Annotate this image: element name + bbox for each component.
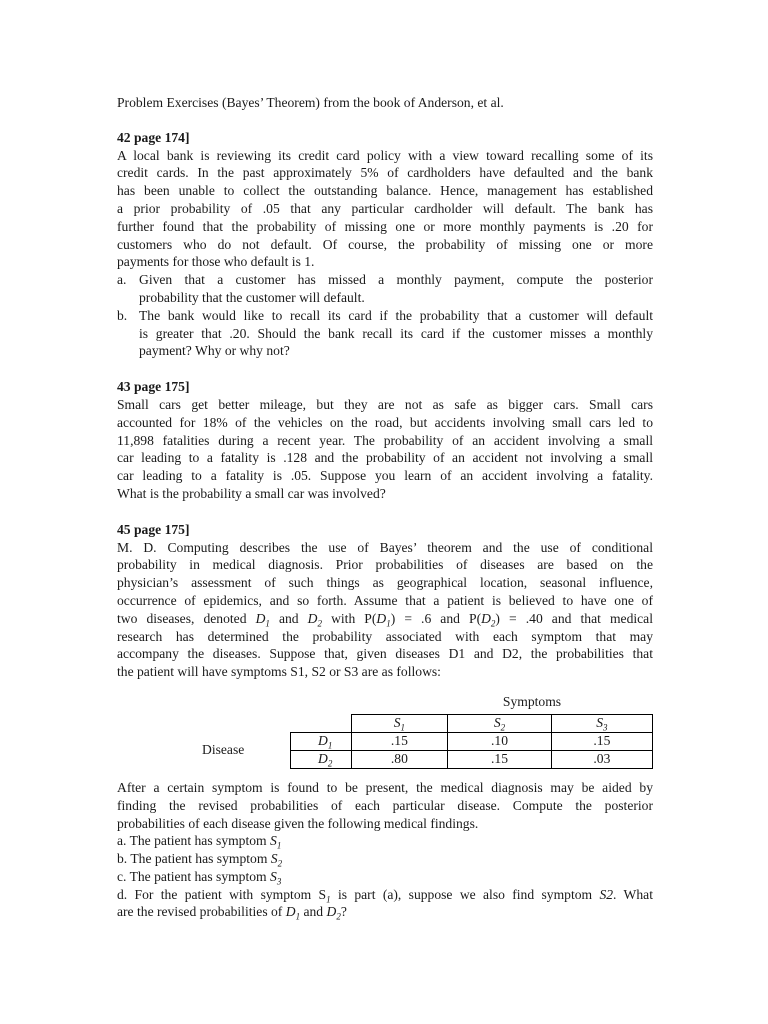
problem-42-heading: 42 page 174]: [117, 129, 190, 145]
problem-45-line: occurrence of epidemics, and so forth. Assume that a patient is believed to have one of: [117, 592, 653, 608]
problem-42-line: has been unable to collect the outstanding balance. Hence, management has established: [117, 183, 653, 199]
followup-item-a: a. The patient has symptom $S_1$: [117, 833, 282, 852]
problem-43-line: accounted for 18% of the vehicles on the road, but accidents involving small cars led to: [117, 414, 653, 430]
part-label: b.: [117, 307, 128, 323]
problem-45-line: probability in medical diagnosis. Prior probabilities of diseases are based on the: [117, 557, 653, 573]
problem-43-line: car leading to a fatality is .05. Suppose you learn of an accident involving a fatality.: [117, 468, 653, 484]
header-s3: $S_3$: [551, 714, 652, 732]
problem-45-line: two diseases, denoted $D_1$ and $D_2$ with $P(D_1) = .6$ and $P(D_2) = .40$ and that medical: [117, 610, 653, 629]
problem-45-heading: 45 page 175]: [117, 521, 190, 537]
symptom-probability-table: [290, 714, 653, 769]
header-s1: $S_1$: [351, 714, 448, 732]
problem-45-line: physician’s assessment of such things as geographical location, seasonal influence,: [117, 575, 653, 591]
followup-line: finding the revised probabilities of each particular disease. Compute the posterior: [117, 797, 653, 813]
table-cell: .03: [551, 750, 652, 768]
row-label-d2: $D_2$: [291, 750, 352, 768]
followup-item-d: d. For the patient with symptom $S_1$ is part (a), suppose we also find symptom S2. What: [117, 886, 653, 905]
part-line: probability that the customer will default.: [139, 289, 365, 305]
problem-43-line: car leading to a fatality is .128 and the probability of an accident not involving a small: [117, 450, 653, 466]
problem-43-heading: 43 page 175]: [117, 379, 190, 395]
table-caption: Symptoms: [502, 693, 562, 709]
followup-item-b: b. The patient has symptom $S_2$: [117, 851, 283, 869]
problem-42: [117, 129, 653, 360]
table-cell: .15: [551, 732, 652, 750]
problem-45-line: M. D. Computing describes the use of Bayes’ theorem and the use of conditional: [117, 539, 653, 555]
problem-42-part-b: [117, 307, 653, 360]
document-page: [117, 94, 653, 921]
document-title: Problem Exercises (Bayes’ Theorem) from the book of Anderson, et al.: [117, 95, 504, 110]
table-row: [291, 732, 653, 750]
header-s2: $S_2$: [448, 714, 551, 732]
problem-45-line: research has determined the probability associated with each symptom that may: [117, 628, 653, 644]
followup-line: probabilities of each disease given the following medical findings.: [117, 815, 479, 831]
problem-43-line: Small cars get better mileage, but they are not as safe as bigger cars. Small cars: [117, 396, 653, 412]
disease-row-label: Disease: [202, 741, 245, 757]
table-row: [291, 750, 653, 768]
problem-43: [117, 378, 653, 503]
problem-42-line: a prior probability of .05 that any particular cardholder will default. The bank has: [117, 200, 653, 216]
problem-45-followup: [117, 779, 653, 921]
problem-42-line: payments for those who default is 1.: [117, 254, 315, 270]
part-line: payment? Why or why not?: [139, 343, 290, 359]
followup-item-d-cont: are the revised probabilities of $D_1$ and $D_2$?: [117, 904, 347, 923]
followup-item-c: c. The patient has symptom $S_3$: [117, 868, 282, 887]
problem-45-line: accompany the diseases. Suppose that, given diseases D1 and D2, the probabilities that: [117, 646, 653, 662]
problem-45: [117, 521, 653, 922]
part-line: is greater that .20. Should the bank recall its card if the customer misses a monthly: [139, 325, 653, 341]
table-cell: .80: [351, 750, 448, 768]
symptom-table-block: [117, 693, 653, 779]
problem-42-line: customers who do not default. Of course, the probability of missing one or more: [117, 236, 653, 252]
problem-42-part-a: [117, 271, 653, 307]
problem-45-line: the patient will have symptoms S1, S2 or S3 are as follows:: [117, 664, 441, 680]
problem-42-line: A local bank is reviewing its credit card policy with a view toward recalling some of its: [117, 147, 653, 163]
part-label: a.: [117, 272, 127, 288]
table-cell: .10: [448, 732, 551, 750]
table-header-row: [291, 714, 653, 732]
followup-line: After a certain symptom is found to be present, the medical diagnosis may be aided by: [117, 779, 653, 795]
table-cell: .15: [448, 750, 551, 768]
problem-43-line: 11,898 fatalities during a recent year. The probability of an accident involving a small: [117, 432, 653, 448]
part-line: Given that a customer has missed a monthly payment, compute the posterior: [139, 272, 653, 288]
part-line: The bank would like to recall its card if the probability that a customer will default: [139, 307, 653, 323]
problem-42-line: further found that the probability of missing one or more monthly payments is .20 for: [117, 218, 653, 234]
table-cell: .15: [351, 732, 448, 750]
row-label-d1: $D_1$: [291, 732, 352, 750]
problem-43-line: What is the probability a small car was involved?: [117, 485, 386, 501]
problem-42-line: credit cards. In the past approximately 5% of cardholders have defaulted and the bank: [117, 165, 653, 181]
